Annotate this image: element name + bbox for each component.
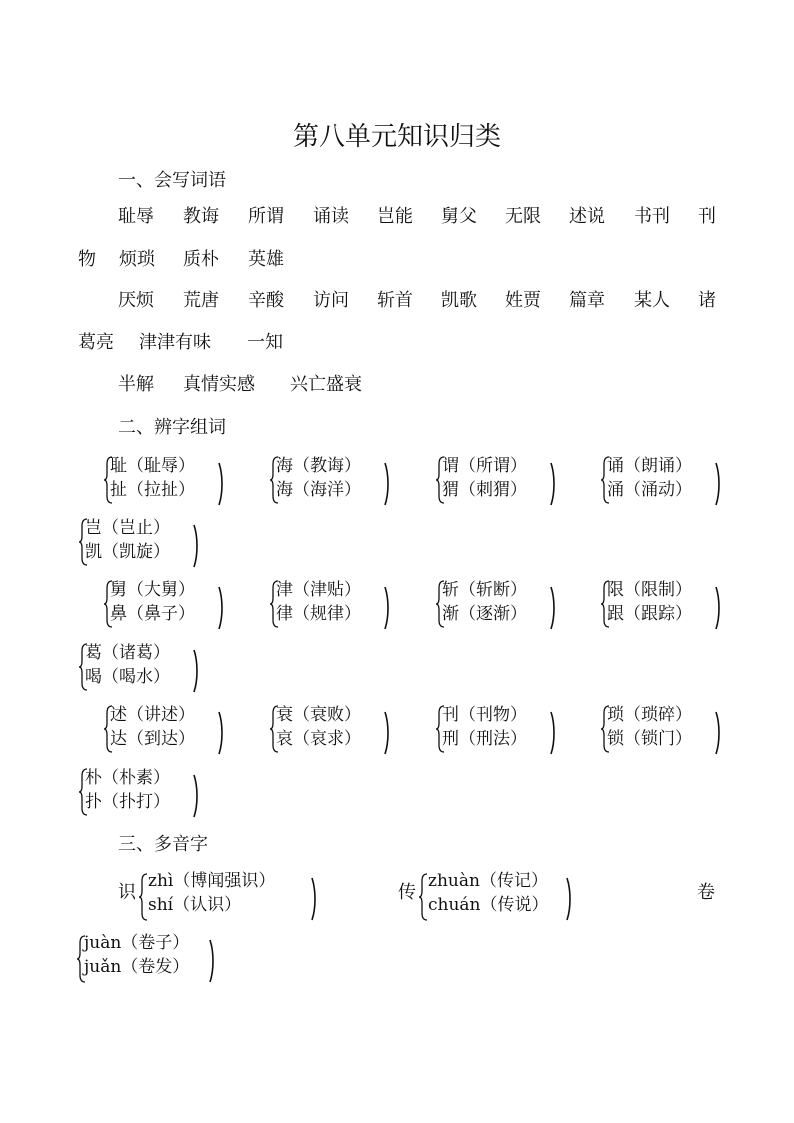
pair-word: 跟（跟踪） <box>607 604 692 624</box>
left-brace <box>435 580 447 630</box>
reading-2: chuán（传说） <box>428 895 549 915</box>
char-pair <box>103 703 233 755</box>
pair-word: 刊（刊物） <box>442 705 527 725</box>
word-row-3 <box>0 288 794 314</box>
char-pair <box>269 703 399 755</box>
right-bracket <box>218 711 224 757</box>
left-brace <box>78 518 90 568</box>
pair-word: 津（津贴） <box>276 580 361 600</box>
pair-word: 刑（刑法） <box>442 729 527 749</box>
char-pair <box>435 703 565 755</box>
word: 述说 <box>569 206 605 227</box>
word: 刊 <box>698 206 716 227</box>
word: 舅父 <box>441 206 477 227</box>
reading-1: juàn（卷子） <box>84 933 190 953</box>
left-brace <box>103 456 115 506</box>
pair-word: 琐（琐碎） <box>607 705 692 725</box>
word: 一知 <box>247 332 283 353</box>
right-bracket <box>715 711 721 757</box>
word: 物 <box>78 249 96 270</box>
pair-word: 涌（涌动） <box>607 480 692 500</box>
pair-word: 葛（诸葛） <box>85 643 170 663</box>
left-brace <box>78 768 90 818</box>
word: 津津有味 <box>139 332 211 353</box>
pair-word: 舅（大舅） <box>110 580 195 600</box>
right-bracket <box>193 649 199 695</box>
polyphone-char: 传 <box>398 882 416 903</box>
left-brace <box>103 580 115 630</box>
word: 诵读 <box>313 206 349 227</box>
word: 烦琐 <box>119 249 155 270</box>
left-brace <box>600 705 612 755</box>
pair-word: 哀（哀求） <box>276 729 361 749</box>
char-pair <box>600 578 730 630</box>
word-row-1 <box>0 204 794 230</box>
word: 辛酸 <box>248 290 284 311</box>
word-row-4 <box>0 330 794 356</box>
right-bracket <box>384 462 390 508</box>
word-row-2 <box>0 247 794 273</box>
word-row-5 <box>0 372 794 398</box>
section-heading-distinguish-chars: 二、辨字组词 <box>118 417 226 438</box>
char-pair <box>435 578 565 630</box>
char-pair <box>435 454 565 506</box>
word: 书刊 <box>634 206 670 227</box>
word: 教诲 <box>183 206 219 227</box>
right-bracket <box>218 462 224 508</box>
left-brace <box>600 580 612 630</box>
left-brace <box>435 705 447 755</box>
right-bracket <box>550 711 556 757</box>
pair-word: 锁（锁门） <box>607 729 692 749</box>
pair-word: 渐（逐渐） <box>442 604 527 624</box>
right-bracket <box>566 877 572 921</box>
word: 斩首 <box>377 290 413 311</box>
right-bracket <box>715 462 721 508</box>
pair-word: 海（教诲） <box>276 456 361 476</box>
reading-2: juǎn（卷发） <box>84 957 190 977</box>
pair-word: 鼻（鼻子） <box>110 604 195 624</box>
reading-2: shí（认识） <box>148 895 242 915</box>
pair-word: 凯（凯旋） <box>85 542 170 562</box>
section-heading-polyphones: 三、多音字 <box>118 834 208 855</box>
pair-word: 限（限制） <box>607 580 692 600</box>
polyphone-chuan <box>398 869 578 921</box>
char-pair <box>78 516 208 568</box>
right-bracket <box>384 586 390 632</box>
pair-word: 斩（斩断） <box>442 580 527 600</box>
char-pair <box>600 454 730 506</box>
pair-word: 衰（衰败） <box>276 705 361 725</box>
pair-word: 猬（刺猬） <box>442 480 527 500</box>
word: 葛亮 <box>78 332 114 353</box>
left-brace <box>269 580 281 630</box>
right-bracket <box>715 586 721 632</box>
word: 耻辱 <box>118 206 154 227</box>
right-bracket <box>550 462 556 508</box>
pair-word: 诵（朗诵） <box>607 456 692 476</box>
word: 无限 <box>505 206 541 227</box>
word: 兴亡盛衰 <box>290 374 362 395</box>
word: 英雄 <box>248 249 284 270</box>
left-brace <box>435 456 447 506</box>
pair-word: 海（海洋） <box>276 480 361 500</box>
reading-1: zhuàn（传记） <box>428 871 548 891</box>
left-brace <box>103 705 115 755</box>
left-brace <box>269 705 281 755</box>
word: 凯歌 <box>441 290 477 311</box>
right-bracket <box>193 524 199 570</box>
right-bracket <box>311 877 317 921</box>
right-bracket <box>193 774 199 820</box>
pair-word: 述（讲述） <box>110 705 195 725</box>
word: 所谓 <box>248 206 284 227</box>
polyphone-char: 识 <box>118 882 136 903</box>
right-bracket <box>218 586 224 632</box>
word: 访问 <box>313 290 349 311</box>
right-bracket <box>550 586 556 632</box>
pair-word: 达（到达） <box>110 729 195 749</box>
left-brace <box>269 456 281 506</box>
polyphone-shi <box>118 869 318 921</box>
page-title: 第八单元知识归类 <box>292 122 501 152</box>
char-pair <box>269 578 399 630</box>
word: 篇章 <box>569 290 605 311</box>
reading-1: zhì（博闻强识） <box>148 871 276 891</box>
polyphone-char-juan: 卷 <box>697 882 715 903</box>
word: 岂能 <box>377 206 413 227</box>
word: 质朴 <box>183 249 219 270</box>
left-brace <box>78 643 90 693</box>
section-heading-write-words: 一、会写词语 <box>118 170 226 191</box>
word: 半解 <box>118 374 154 395</box>
char-pair <box>78 766 208 818</box>
pair-word: 岂（岂止） <box>85 518 170 538</box>
left-brace <box>600 456 612 506</box>
pair-word: 扑（扑打） <box>85 792 170 812</box>
word: 诸 <box>698 290 716 311</box>
pair-word: 谓（所谓） <box>442 456 527 476</box>
char-pair <box>600 703 730 755</box>
char-pair <box>78 641 208 693</box>
pair-word: 扯（拉扯） <box>110 480 195 500</box>
word: 荒唐 <box>183 290 219 311</box>
right-bracket <box>209 939 215 983</box>
polyphone-juan <box>76 931 226 983</box>
char-pair <box>103 454 233 506</box>
pair-word: 喝（喝水） <box>85 667 170 687</box>
word: 真情实感 <box>183 374 255 395</box>
word: 姓贾 <box>505 290 541 311</box>
pair-word: 朴（朴素） <box>85 768 170 788</box>
char-pair <box>269 454 399 506</box>
pair-word: 律（规律） <box>276 604 361 624</box>
char-pair <box>103 578 233 630</box>
pair-word: 耻（耻辱） <box>110 456 195 476</box>
word: 厌烦 <box>118 290 154 311</box>
word: 某人 <box>634 290 670 311</box>
right-bracket <box>384 711 390 757</box>
